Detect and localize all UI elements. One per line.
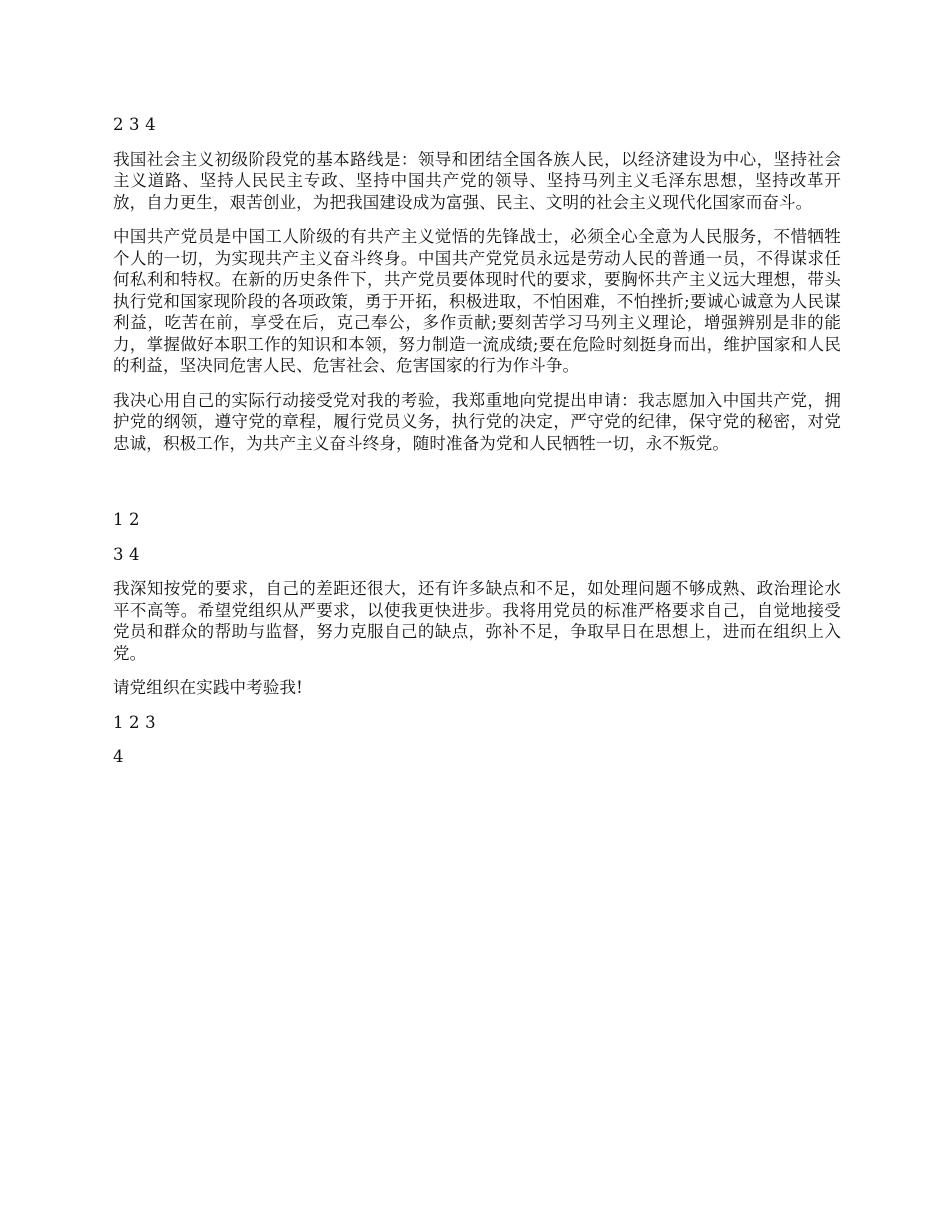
section-number-line: 2 3 4 (113, 115, 156, 134)
section-number-line: 1 2 (113, 510, 140, 529)
paragraph-party-member: 中国共产党员是中国工人阶级的有共产主义觉悟的先锋战士，必须全心全意为人民服务，不惜牺牲个人的一切，为实现共产主义奋斗终身。中国共产党党员永远是劳动人民的普通一员，不得谋求任何私利和特权。在新的历史条件下，共产党员要体现时代的要求，要胸怀共产主义远大理想，带头执行党和国家现阶段的各项政策，勇于开拓，积极进取，不怕困难，不怕挫折;要诚心诚意为人民谋利益，吃苦在前，享受在后，克己奉公，多作贡献;要刻苦学习马列主义理论，增强辨别是非的能力，掌握做好本职工作的知识和本领，努力制造一流成绩;要在危险时刻挺身而出，维护国家和人民的利益，坚决同危害人民、危害社会、危害国家的行为作斗争。 (113, 227, 841, 375)
paragraph-application: 我决心用自己的实际行动接受党对我的考验，我郑重地向党提出申请：我志愿加入中国共产党，拥护党的纲领，遵守党的章程，履行党员义务，执行党的决定，严守党的纪律，保守党的秘密，对党忠诚，积极工作，为共产主义奋斗终身，随时准备为党和人民牺牲一切，永不叛党。 (113, 390, 841, 453)
section-number-line: 3 4 (113, 544, 140, 564)
section-number-line: 4 (113, 747, 124, 766)
paragraph-self-assessment: 我深知按党的要求，自己的差距还很大，还有许多缺点和不足，如处理问题不够成熟、政治理论水平不高等。希望党组织从严要求，以使我更快进步。我将用党员的标准严格要求自己，自觉地接受党员和群众的帮助与监督，努力克服自己的缺点，弥补不足，争取早日在思想上，进而在组织上入党。 (113, 579, 841, 663)
section-number-line: 1 2 3 (113, 712, 156, 732)
paragraph-closing: 请党组织在实践中考验我! (113, 678, 303, 697)
document-body (113, 114, 841, 781)
section-gap (113, 467, 841, 509)
paragraph-basic-line: 我国社会主义初级阶段党的基本路线是：领导和团结全国各族人民，以经济建设为中心，坚持社会主义道路、坚持人民民主专政、坚持中国共产党的领导、坚持马列主义毛泽东思想，坚持改革开放，自力更生，艰苦创业，为把我国建设成为富强、民主、文明的社会主义现代化国家而奋斗。 (113, 149, 841, 212)
